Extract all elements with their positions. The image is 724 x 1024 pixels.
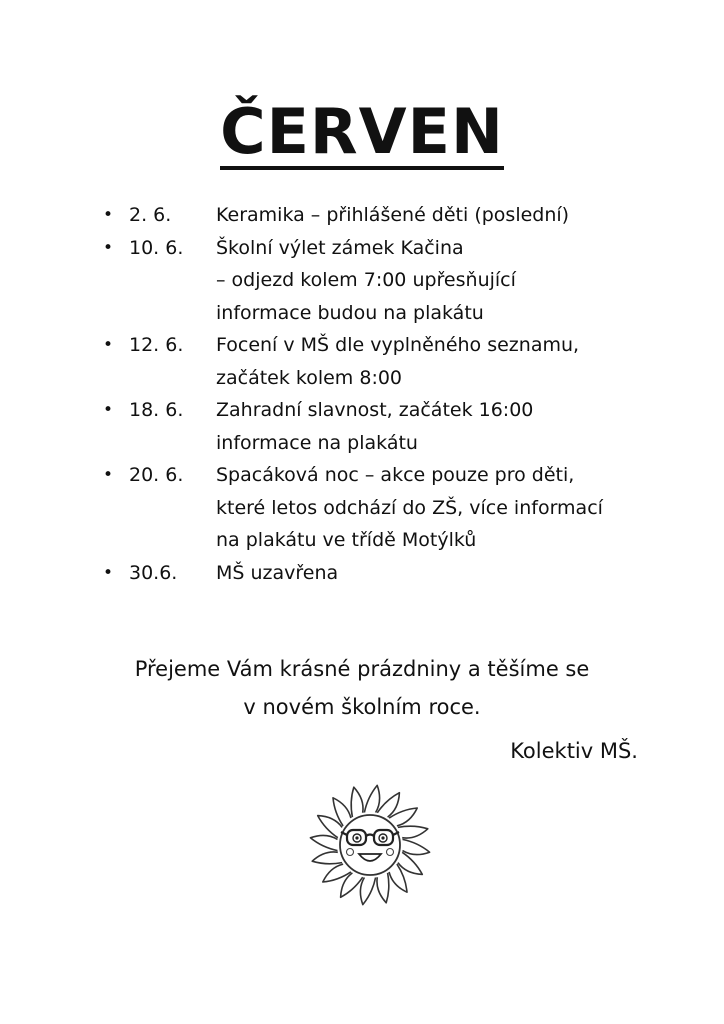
event-date: 12. 6. <box>129 334 184 356</box>
bullet-icon: • <box>103 562 114 583</box>
event-description-line: začátek kolem 8:00 <box>216 366 403 389</box>
event-description <box>216 459 703 557</box>
event-description <box>216 232 703 330</box>
sun-ray <box>403 839 430 854</box>
event-date: 30.6. <box>129 561 178 584</box>
sun-ray <box>377 873 389 903</box>
event-date: 10. 6. <box>129 236 184 259</box>
page-title <box>0 95 724 170</box>
signature: Kolektiv MŠ. <box>510 739 638 763</box>
event-description-line: na plakátu ve třídě Motýlků <box>216 529 477 551</box>
closing-line-2: v novém školním roce. <box>243 695 481 719</box>
sun-ray <box>364 785 379 812</box>
event-item <box>103 329 703 394</box>
event-description-line: – odjezd kolem 7:00 upřesňující <box>216 269 516 291</box>
sun-ray <box>360 878 375 905</box>
event-description-line: Zahradní slavnost, začátek 16:00 <box>216 399 534 421</box>
bullet-icon: • <box>103 335 114 355</box>
event-description-line: informace budou na plakátu <box>216 301 484 324</box>
event-item <box>103 232 703 330</box>
sun-ray <box>398 826 428 838</box>
event-item <box>103 459 703 557</box>
event-date: 18. 6. <box>129 399 184 421</box>
event-description-line: Školní výlet zámek Kačina <box>216 236 464 259</box>
bullet-icon: • <box>103 237 114 258</box>
sun-ray <box>351 787 363 817</box>
event-description-line: Spacáková noc – akce pouze pro děti, <box>216 464 575 486</box>
sun-with-glasses-icon <box>303 778 437 912</box>
event-item <box>103 199 703 232</box>
sun-ray <box>312 852 342 864</box>
event-description-line: informace na plakátu <box>216 431 418 454</box>
event-list <box>103 199 703 589</box>
sun-ray <box>310 835 337 850</box>
bullet-icon: • <box>103 400 114 420</box>
event-item <box>103 557 703 590</box>
event-date: 2. 6. <box>129 204 172 226</box>
event-description-line: které letos odchází do ZŠ, více informací <box>216 496 603 519</box>
event-description <box>216 329 703 394</box>
closing-line-1: Přejeme Vám krásné prázdniny a těšíme se <box>134 657 590 681</box>
event-item <box>103 394 703 459</box>
event-description-line: Keramika – přihlášené děti (poslední) <box>216 204 570 226</box>
event-description-line: Focení v MŠ dle vyplněného seznamu, <box>216 334 580 356</box>
bullet-icon: • <box>103 205 114 225</box>
page-title-text: ČERVEN <box>220 99 504 170</box>
event-description <box>216 394 703 459</box>
event-description <box>216 557 703 590</box>
event-description-line: MŠ uzavřena <box>216 561 339 584</box>
bullet-icon: • <box>103 465 114 485</box>
event-description <box>216 199 703 232</box>
event-date: 20. 6. <box>129 464 184 486</box>
closing-message <box>0 650 724 726</box>
